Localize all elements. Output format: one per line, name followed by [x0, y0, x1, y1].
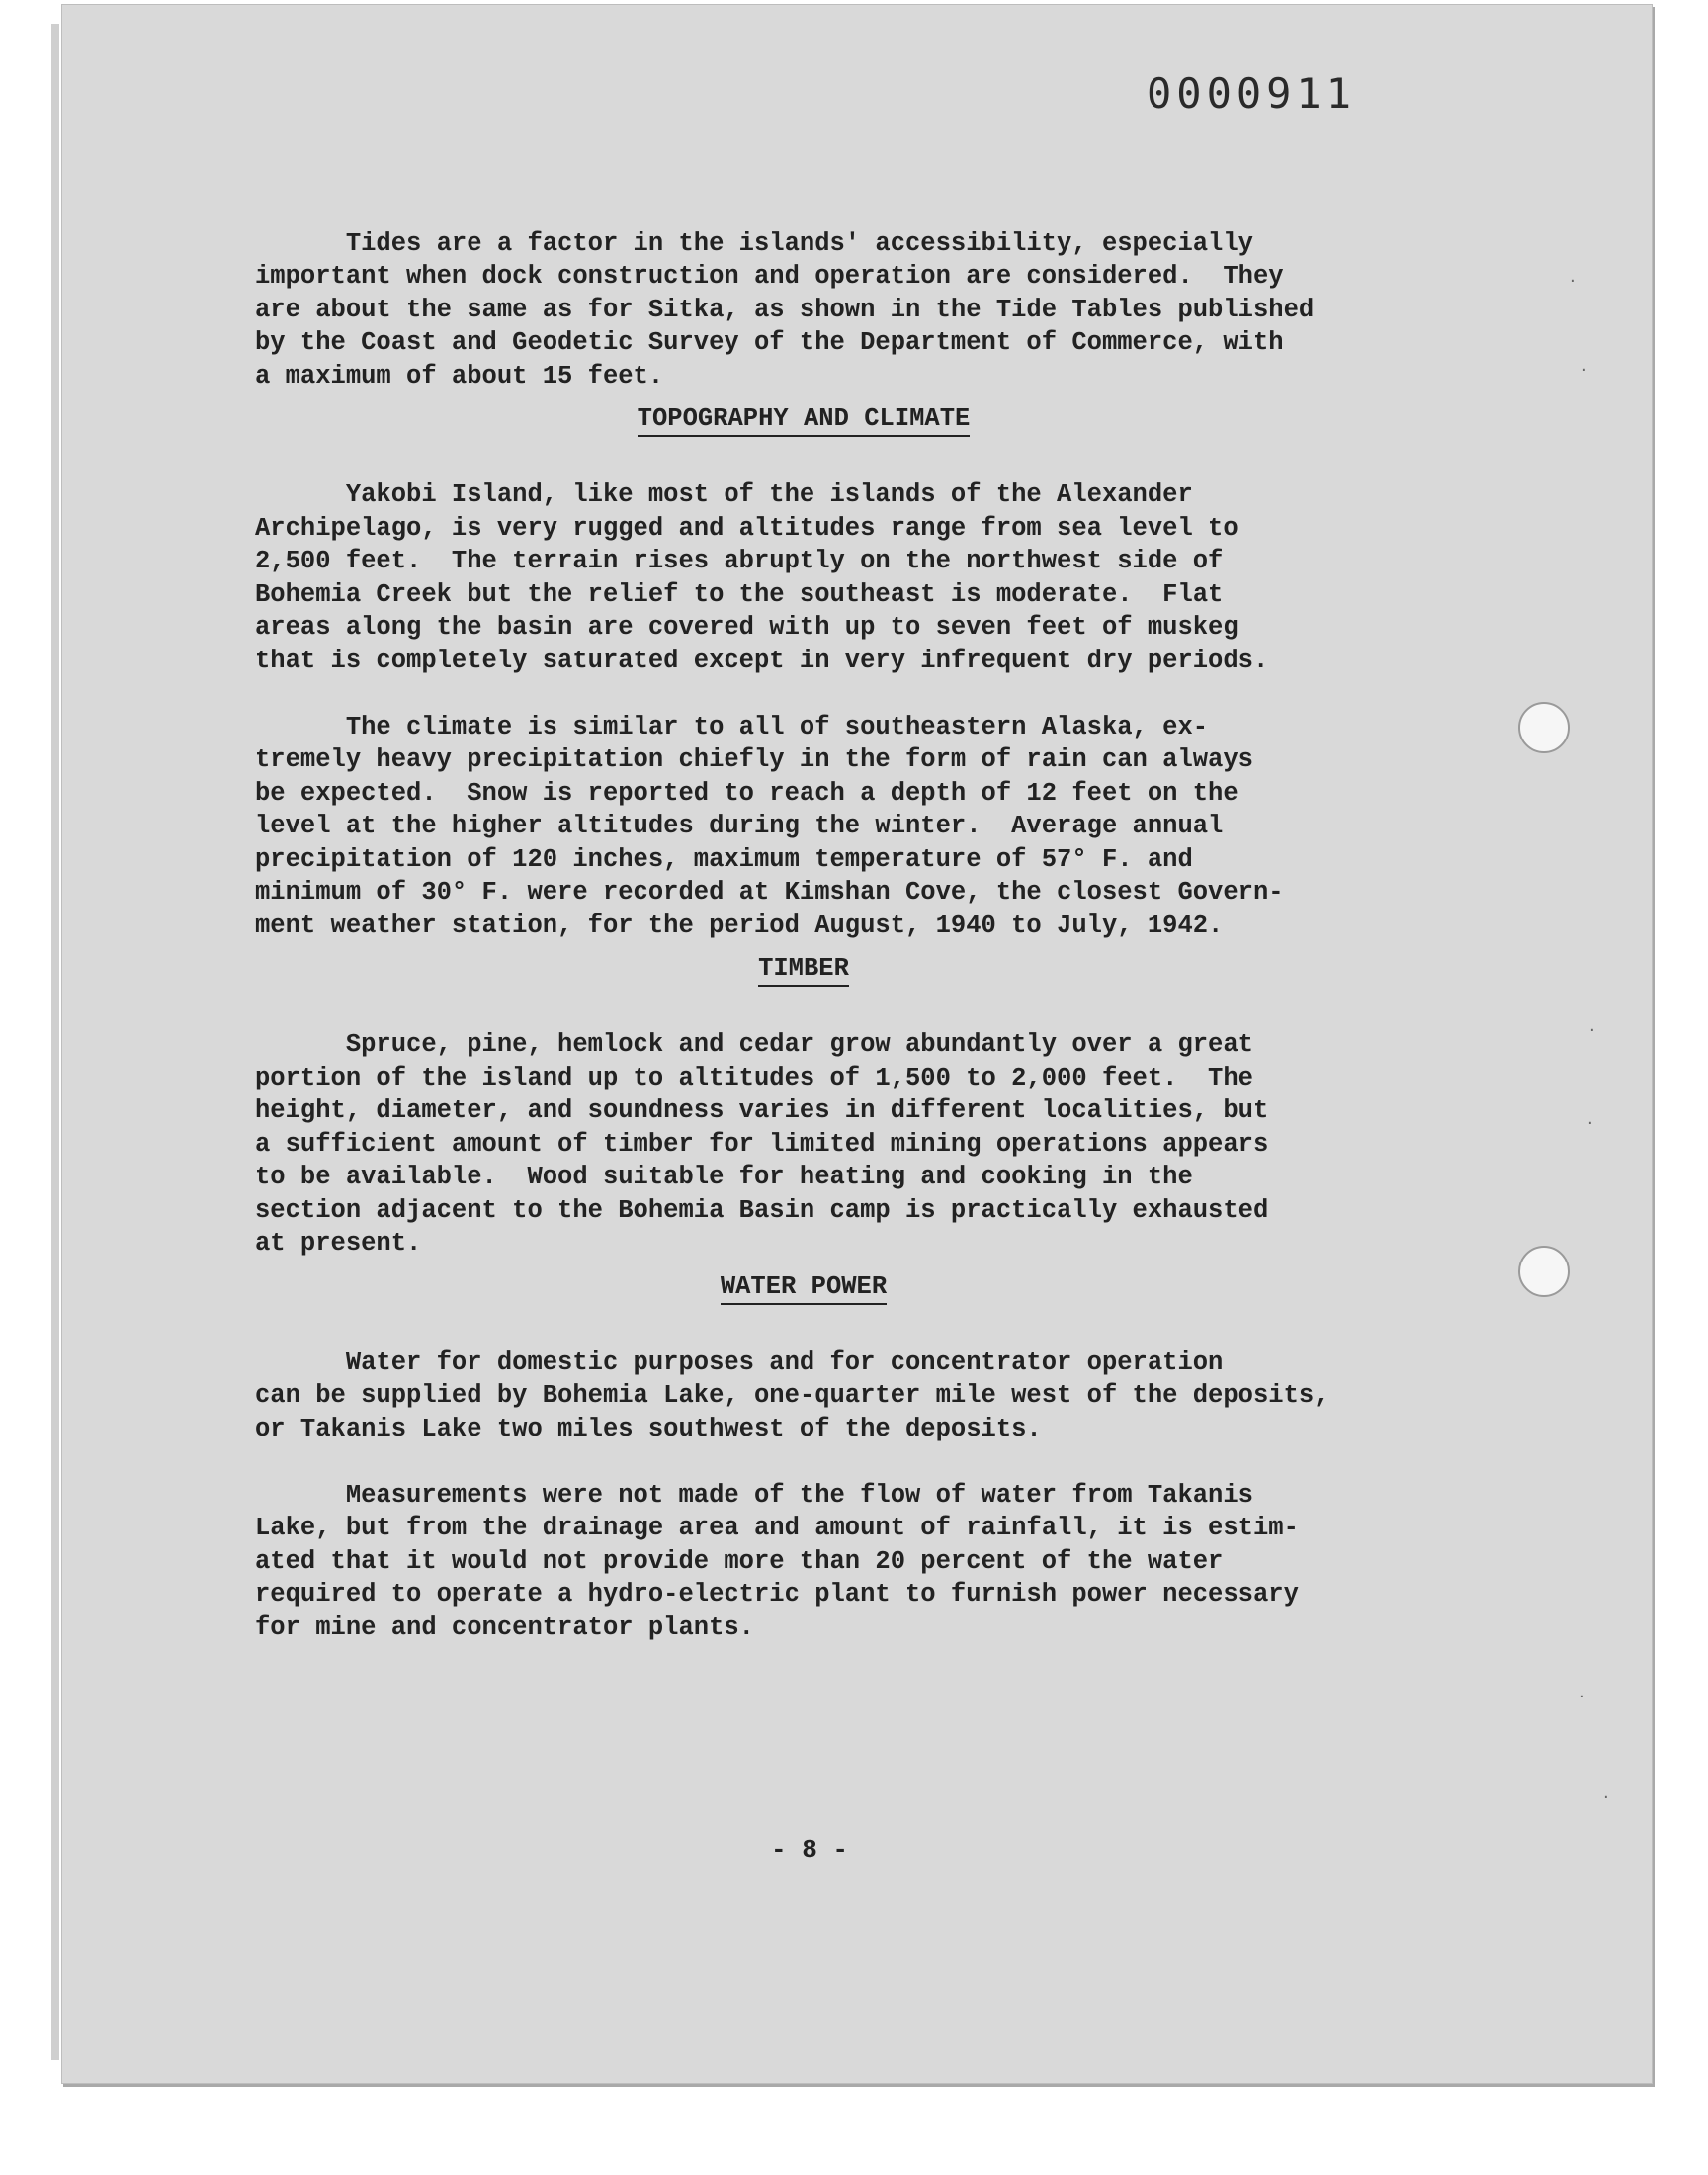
heading-topography-and-climate: TOPOGRAPHY AND CLIMATE: [255, 402, 1352, 436]
heading-timber: TIMBER: [255, 952, 1352, 986]
punch-hole: [1518, 702, 1570, 753]
scan-speck: ·: [1587, 1113, 1593, 1134]
paragraph-tides: Tides are a factor in the islands' accessibility, especially important when dock construction and operation are considered. They are about the same as for Sitka, as shown in the Tide Tables published by the Coast and Geodetic Survey of the Department of Commerce, with a maximum of about 15 feet.: [255, 228, 1315, 391]
scan-speck: ·: [1570, 271, 1576, 292]
document-number: 0000911: [1147, 69, 1357, 118]
paragraph-yakobi-island: Yakobi Island, like most of the islands of the Alexander Archipelago, is very rugged and altitudes range from sea level to 2,500 feet. The terrain rises abruptly on the northwest side of Bohemia Creek but the relief to the southeast is moderate. Flat areas along the basin are covered with up to seven feet of muskeg that is completely saturated except in very infrequent dry periods.: [255, 480, 1269, 675]
paragraph-timber: Spruce, pine, hemlock and cedar grow abundantly over a great portion of the island up to altitudes of 1,500 to 2,000 feet. The height, diameter, and soundness varies in different localities, but a sufficient amount of timber for limited mining operations appears to be available. Wood suitable for heating and cooking in the section adjacent to the Bohemia Basin camp is practically exhausted at present.: [255, 1030, 1269, 1258]
paragraph-water-supply: Water for domestic purposes and for concentrator operation can be supplied by Bohemia Lake, one-quarter mile west of the deposits, or Takanis Lake two miles southwest of the deposits.: [255, 1348, 1329, 1443]
scan-speck: ·: [1580, 1687, 1585, 1707]
document-body: [255, 194, 1441, 1644]
paragraph-measurements: Measurements were not made of the flow of water from Takanis Lake, but from the drainage area and amount of rainfall, it is estim- ated that it would not provide more than 20 percent of the water required to operate a hydro-electric plant to furnish power necessary for mine and concentrator plants.: [255, 1480, 1299, 1642]
page-number: - 8 -: [771, 1835, 849, 1865]
punch-hole: [1518, 1246, 1570, 1297]
heading-water-power: WATER POWER: [255, 1270, 1352, 1304]
scan-speck: ·: [1589, 1020, 1595, 1041]
scan-speck: ·: [1603, 1787, 1609, 1808]
paragraph-climate: The climate is similar to all of southeastern Alaska, ex- tremely heavy precipitation chiefly in the form of rain can always be expected. Snow is reported to reach a depth of 12 feet on the level at the higher altitudes during the winter. Average annual precipitation of 120 inches, maximum temperature of 57° F. and minimum of 30° F. were recorded at Kimshan Cove, the closest Govern- ment weather station, for the period August, 1940 to July, 1942.: [255, 712, 1284, 940]
scan-speck: ·: [1581, 360, 1587, 381]
